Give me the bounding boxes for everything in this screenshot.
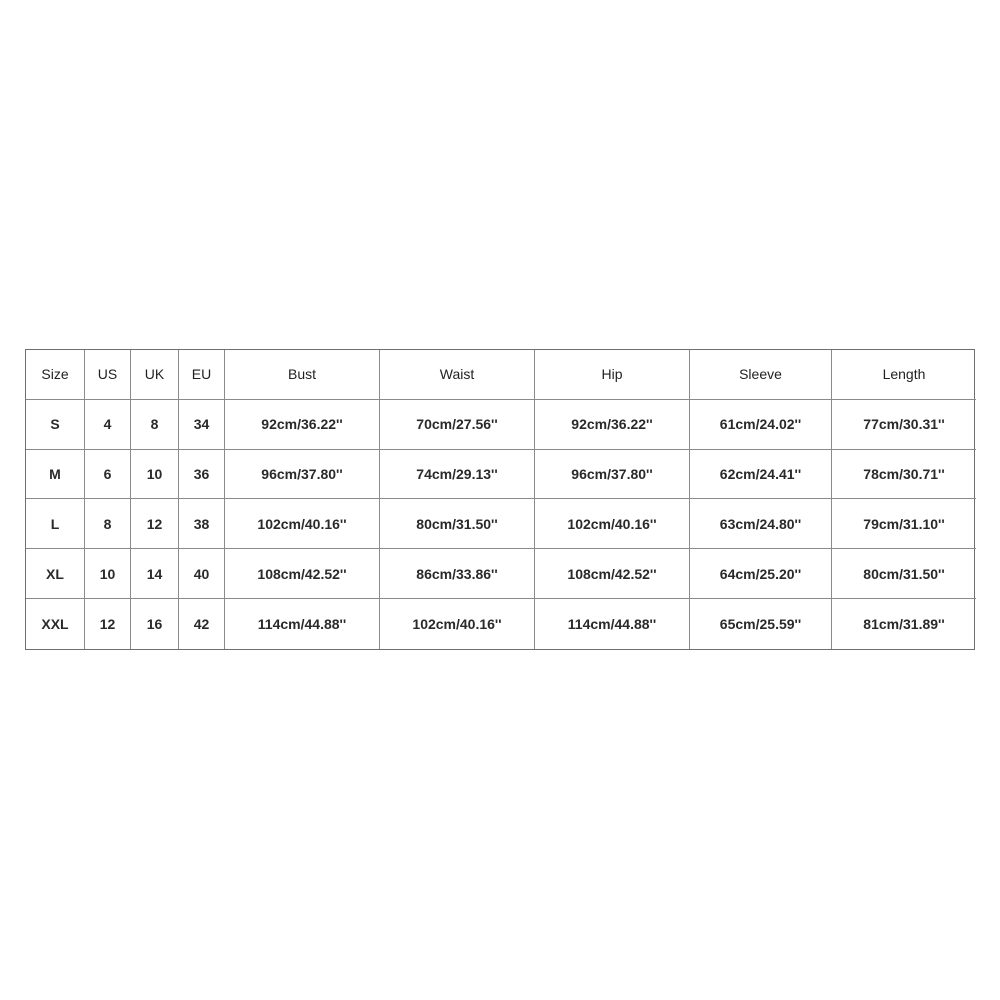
cell-size: M	[26, 450, 85, 500]
cell-size: L	[26, 499, 85, 549]
cell-uk: 16	[131, 599, 179, 649]
cell-eu: 40	[179, 549, 225, 599]
cell-length: 80cm/31.50''	[832, 549, 976, 599]
cell-hip: 96cm/37.80''	[535, 450, 690, 500]
cell-waist: 80cm/31.50''	[380, 499, 535, 549]
header-uk: UK	[131, 350, 179, 400]
cell-sleeve: 63cm/24.80''	[690, 499, 832, 549]
cell-bust: 114cm/44.88''	[225, 599, 380, 649]
cell-hip: 114cm/44.88''	[535, 599, 690, 649]
cell-length: 78cm/30.71''	[832, 450, 976, 500]
cell-waist: 70cm/27.56''	[380, 400, 535, 450]
cell-eu: 36	[179, 450, 225, 500]
cell-uk: 12	[131, 499, 179, 549]
cell-waist: 102cm/40.16''	[380, 599, 535, 649]
cell-sleeve: 61cm/24.02''	[690, 400, 832, 450]
cell-uk: 8	[131, 400, 179, 450]
header-waist: Waist	[380, 350, 535, 400]
cell-sleeve: 62cm/24.41''	[690, 450, 832, 500]
cell-hip: 92cm/36.22''	[535, 400, 690, 450]
cell-bust: 92cm/36.22''	[225, 400, 380, 450]
header-hip: Hip	[535, 350, 690, 400]
header-sleeve: Sleeve	[690, 350, 832, 400]
cell-us: 8	[85, 499, 131, 549]
cell-uk: 10	[131, 450, 179, 500]
header-bust: Bust	[225, 350, 380, 400]
cell-sleeve: 65cm/25.59''	[690, 599, 832, 649]
cell-us: 4	[85, 400, 131, 450]
cell-bust: 102cm/40.16''	[225, 499, 380, 549]
cell-eu: 38	[179, 499, 225, 549]
size-chart-table	[25, 349, 975, 650]
cell-eu: 34	[179, 400, 225, 450]
cell-size: XL	[26, 549, 85, 599]
cell-us: 6	[85, 450, 131, 500]
cell-hip: 108cm/42.52''	[535, 549, 690, 599]
header-eu: EU	[179, 350, 225, 400]
cell-eu: 42	[179, 599, 225, 649]
cell-bust: 96cm/37.80''	[225, 450, 380, 500]
cell-us: 12	[85, 599, 131, 649]
cell-length: 81cm/31.89''	[863, 616, 945, 633]
header-us: US	[85, 350, 131, 400]
header-length: Length	[832, 350, 976, 400]
cell-size: XXL	[26, 599, 85, 649]
cell-sleeve: 64cm/25.20''	[690, 549, 832, 599]
cell-hip: 102cm/40.16''	[535, 499, 690, 549]
cell-bust: 108cm/42.52''	[225, 549, 380, 599]
cell-length: 79cm/31.10''	[832, 499, 976, 549]
cell-waist: 86cm/33.86''	[380, 549, 535, 599]
cell-size: S	[26, 400, 85, 450]
cell-us: 10	[85, 549, 131, 599]
header-size: Size	[26, 350, 85, 400]
cell-waist: 74cm/29.13''	[380, 450, 535, 500]
cell-uk: 14	[131, 549, 179, 599]
cell-length: 77cm/30.31''	[832, 400, 976, 450]
